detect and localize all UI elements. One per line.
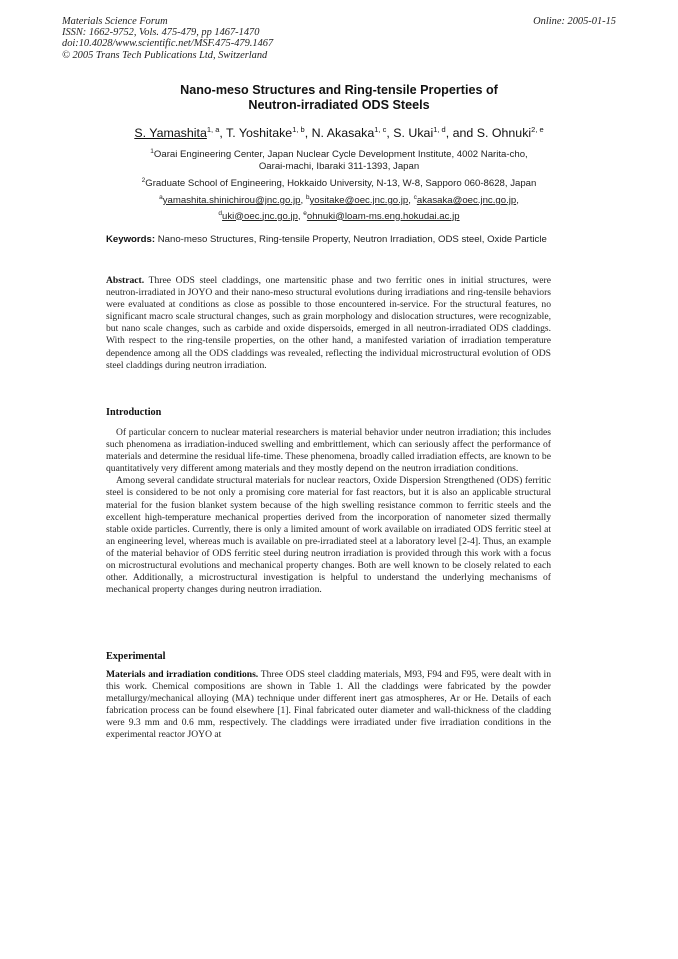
author-name: N. Akasaka xyxy=(311,126,375,140)
email-link[interactable]: yamashita.shinichirou@jnc.go.jp xyxy=(162,195,301,206)
author-affiliation-mark: 1, b xyxy=(292,125,305,134)
email-link[interactable]: uki@oec.jnc.go.jp xyxy=(222,210,298,222)
keywords-text: Nano-meso Structures, Ring-tensile Property, Neutron Irradiation, ODS steel, Oxide Particle xyxy=(157,234,547,245)
paper-title xyxy=(60,83,618,113)
abstract-block xyxy=(106,275,551,372)
affiliation-2 xyxy=(60,175,618,190)
affiliation-mark: 2 xyxy=(141,177,146,184)
affiliation-2-text: Graduate School of Engineering, Hokkaido University, N-13, W-8, Sapporo 060-8628, Japan xyxy=(145,178,537,189)
keywords-label: Keywords: xyxy=(106,234,156,245)
email-mark: e xyxy=(303,209,307,217)
experimental-body xyxy=(106,669,551,742)
experimental-subheading: Materials and irradiation conditions. xyxy=(106,669,259,680)
experimental-text: Three ODS steel cladding materials, M93, F94 and F95, were dealt with in this work. Chemical compositions are shown in Table 1. All the claddings were fabricated by the powder metallurgy/mechanical alloying (MA) technique under different inert gas atmospheres, Ar or He. Details of each fabrication process can be found elsewhere [1]. Final fabricated outer diameter and wall-thickness of the cladding were 9.3 mm and 0.6 mm, respectively. The claddings were irradiated under five irradiation conditions in the experimental reactor JOYO at xyxy=(106,669,552,741)
experimental-heading: Experimental xyxy=(106,651,166,662)
introduction-heading: Introduction xyxy=(106,407,162,418)
email-link[interactable]: akasaka@oec.jnc.go.jp xyxy=(416,195,517,206)
affiliation-1 xyxy=(60,146,618,173)
doi-line: doi:10.4028/www.scientific.net/MSF.475-479.1467 xyxy=(62,38,274,50)
author-separator: , and xyxy=(445,126,477,140)
author-affiliation-mark: 1, d xyxy=(433,125,446,134)
author-name: S. Yamashita xyxy=(134,126,207,140)
affiliation-1-line-1: Oarai Engineering Center, Japan Nuclear Cycle Development Institute, 4002 Narita-cho, xyxy=(153,149,528,160)
introduction-paragraph-2: Among several candidate structural materials for nuclear reactors, Oxide Dispersion Strengthened (ODS) ferritic steel is considered to be not only a promising core material for fast reactors, but it is also an applicable structural material for the fusion blanket system because of the high swelling resistance common to ferritic steels and the excellent high-temperature mechanical properties derived from the incorporation of nanometer sized thermally stable oxide particles. Currently, there is only a limited amount of work available on irradiated ODS ferritic steel at an engineering level, whereas much is available on pre-irradiated steel at a laboratory level [2-4]. Thus, an example of the material behavior of ODS ferritic steel during neutron irradiation is provided through this work with a focus on microstructural evolutions and mechanical property changes. Both are well known to be closely related to each other. Additionally, a microstructural investigation is helpful to understand the underlying mechanisms of mechanical property changes during neutron irradiation. xyxy=(106,475,551,596)
copyright-line: © 2005 Trans Tech Publications Ltd, Switzerland xyxy=(62,49,268,61)
journal-header xyxy=(62,16,273,61)
email-list: $^a$yamashita.shinichirou@jnc.go.jp, $^b$yositake@oec.jnc.go.jp, $^c$akasaka@oec.jnc.go.jp, $^d$uki@oec.jnc.go.jp, $^e$ohnuki@loam-ms.eng.hokudai.ac.jp xyxy=(159,194,519,222)
email-mark: b xyxy=(305,194,310,201)
author-affiliation-mark: 2, e xyxy=(531,125,544,134)
author-name: T. Yoshitake xyxy=(226,126,293,140)
abstract-text: Three ODS steel claddings, one martensitic phase and two ferritic ones in initial structures, were neutron-irradiated in JOYO and their nano-meso structural evolutions during irradiations and ring-tensile behaviors were evaluated at conditions as close as possible to those encountered in-service. For the structural features, no significant macro scale structural changes, such as grain morphology and dislocation structures, were recognizable, but nano scale changes, such as carbide and oxide dispersoids, emerged in all neutron-irradiated ODS claddings. With respect to the ring-tensile properties, on the other hand, a manifested variation of irradiation temperature dependence among all the ODS claddings was revealed, reflecting the individual microstructural evolution of ODS steel claddings during neutron irradiation. xyxy=(106,275,551,371)
keywords-block xyxy=(106,234,554,246)
author-separator: , xyxy=(304,126,312,140)
title-line-1: Nano-meso Structures and Ring-tensile Properties of xyxy=(180,83,498,97)
author-separator: , xyxy=(386,126,394,140)
abstract-label: Abstract. xyxy=(106,275,145,286)
author-name: S. Ukai xyxy=(393,126,434,140)
introduction-paragraph-1: Of particular concern to nuclear material researchers is material behavior under neutron irradiation; this includes such phenomena as irradiation-induced swelling and embrittlement, which can seriously affect the performance of materials and determine the residual life-time. These phenomena, broadly called irradiation effects, are known to be quantitatively very different among materials and they mostly depend on the neutron irradiation conditions. xyxy=(106,427,551,475)
affiliation-mark: 1 xyxy=(150,148,154,155)
journal-name: Materials Science Forum xyxy=(62,16,168,27)
author-separator: , xyxy=(219,126,227,140)
title-line-2: Neutron-irradiated ODS Steels xyxy=(248,98,430,112)
author-name: S. Ohnuki xyxy=(476,126,532,140)
author-list xyxy=(60,125,618,140)
issn-line: ISSN: 1662-9752, Vols. 475-479, pp 1467-1470 xyxy=(62,27,260,39)
email-mark: d xyxy=(218,209,223,217)
introduction-body xyxy=(106,427,551,596)
email-mark: a xyxy=(159,194,163,201)
email-mark: c xyxy=(413,194,417,201)
author-affiliation-mark: 1, a xyxy=(206,125,220,134)
affiliation-1-line-2: Oarai-machi, Ibaraki 311-1393, Japan xyxy=(258,161,420,172)
online-date: Online: 2005-01-15 xyxy=(533,16,616,27)
email-link[interactable]: yositake@oec.jnc.go.jp xyxy=(309,195,409,206)
author-affiliation-mark: 1, c xyxy=(374,125,387,134)
email-link[interactable]: ohnuki@loam-ms.eng.hokudai.ac.jp xyxy=(306,210,460,222)
